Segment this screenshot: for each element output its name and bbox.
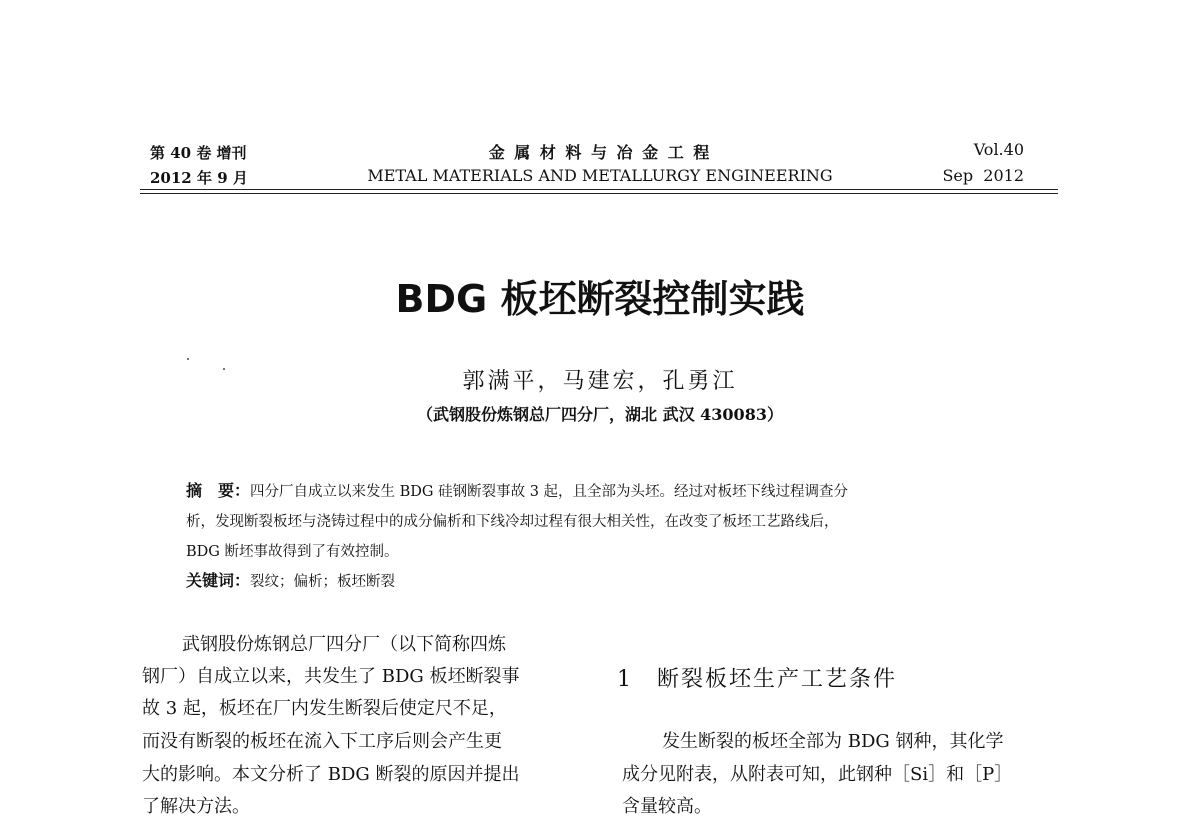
article-authors: 郭满平，马建宏，孔勇江: [462, 369, 738, 394]
keywords-label: 关键词：: [186, 571, 251, 590]
body-left-line-1: 武钢股份炼钢总厂四分厂（以下简称四炼: [182, 634, 506, 655]
date-cn: 2012 年 9 月: [150, 169, 248, 187]
abstract-text-line-1: 四分厂自成立以来发生 BDG 硅钢断裂事故 3 起，且全部为头坯。经过对板坯下线过程调查分: [250, 484, 849, 500]
body-left-line-6: 了解决方法。: [142, 796, 250, 817]
body-left-line-3: 故 3 起，板坯在厂内发生断裂后使定尺不足，: [142, 698, 507, 719]
header-rule-top: [140, 189, 1058, 190]
journal-name-cn: 金 属 材 料 与 冶 金 工 程: [488, 143, 712, 162]
volume-issue-cn: 第 40 卷 增刊: [150, 144, 247, 162]
section-heading: [617, 662, 897, 693]
body-left-line-4: 而没有断裂的板坯在流入下工序后则会产生更: [142, 731, 502, 752]
journal-name-en: METAL MATERIALS AND METALLURGY ENGINEERING: [367, 166, 833, 185]
body-left-line-2: 钢厂）自成立以来，共发生了 BDG 板坯断裂事: [142, 666, 520, 687]
body-right-line-3: 含量较高。: [622, 796, 712, 817]
keywords-text: 裂纹；偏析；板坯断裂: [250, 574, 396, 590]
section-title: 断裂板坯生产工艺条件: [657, 667, 898, 692]
abstract-line: [186, 478, 1016, 501]
date-en: Sep 2012: [942, 166, 1024, 185]
abstract-text-line-3: BDG 断坯事故得到了有效控制。: [186, 544, 399, 560]
article-title: BDG 板坯断裂控制实践: [395, 277, 805, 321]
body-left-line-5: 大的影响。本文分析了 BDG 断裂的原因并提出: [142, 764, 520, 785]
volume-en: Vol.40: [973, 140, 1024, 159]
article-affiliation: （武钢股份炼钢总厂四分厂，湖北 武汉 430083）: [417, 405, 783, 424]
abstract-text-line-2: 析，发现断裂板坯与浇铸过程中的成分偏析和下线冷却过程有很大相关性，在改变了板坯工艺路线后，: [186, 514, 839, 530]
abstract-label: 摘 要：: [186, 481, 251, 500]
scan-speck: [187, 358, 189, 360]
body-right-line-1: 发生断裂的板坯全部为 BDG 钢种，其化学: [662, 731, 1004, 752]
section-number: 1: [617, 667, 633, 692]
header-rule-bottom: [140, 193, 1058, 194]
keywords-line: [186, 568, 1016, 591]
body-right-line-2: 成分见附表，从附表可知，此钢种［Si］和［P］: [622, 764, 1013, 785]
